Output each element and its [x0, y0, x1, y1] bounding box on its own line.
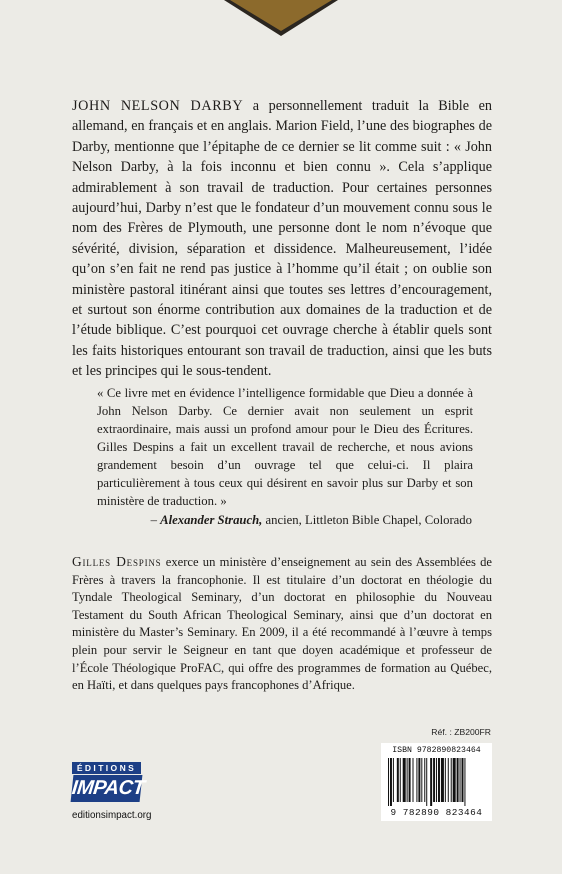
logo-impact-text: IMPACT: [71, 775, 143, 802]
logo-editions-text: ÉDITIONS: [72, 762, 141, 774]
barcode-bar: [451, 758, 452, 802]
barcode-bar: [400, 758, 401, 802]
attribution-role: ancien, Littleton Bible Chapel, Colorado: [262, 513, 472, 527]
barcode-bar: [403, 758, 406, 802]
barcode-bar: [457, 758, 459, 802]
barcode-bar: [393, 758, 394, 802]
summary-text: a personnellement traduit la Bible en allemand, en français et en anglais. Marion Field, l’une des biographes de Darby, mentionne que l’épitaphe de ce dernier se lit comme suit : « John Nelson Darby, à la fois inconnu et bien connu ». Cela s’applique admirablement à son travail de traduction. Pour certaines personnes aujourd’hui, Darby n’est que le fondateur d’un mouvement connu sous le nom des Frères de Plymouth, une personne dont le nom n’évoque que sévérité, division, séparation et dissidence. Malheureusement, l’idée qu’on s’en fait ne rend pas justice à l’homme qu’il était ; on oublie son ministère pastoral itinérant ainsi que toutes ses lettres d’encouragement, et surtout son énorme contribution aux domaines de la traduction et de l’étude biblique. C’est pourquoi cet ouvrage cherche à établir quels sont les faits historiques entourant son travail de traduction, ainsi que les buts et les principes qui le sous-tendent.: [72, 98, 492, 380]
barcode-bar: [433, 758, 435, 802]
barcode-bar: [397, 758, 399, 802]
barcode-bar: [430, 758, 432, 806]
author-name: Gilles Despins: [72, 554, 162, 569]
author-bio-text: exerce un ministère d’enseignement au sein des Assemblées de Frères à travers la francophonie. Il est titulaire d’un doctorat en théologie du Tyndale Theological Seminary, d’un doctorat en philosophie du Nouveau Testament du South African Theological Seminary, ainsi que d’un doctorat en ministère du Master’s Seminary. En 2009, il a été recommandé à l’œuvre à temps plein pour servir le Seigneur en tant que doyen académique et professeur de l’École Théologique ProFAC, qui offre des programmes de formation au Québec, en Haïti, et dans quelques pays francophones d’Afrique.: [72, 555, 492, 693]
reference-code: Réf. : ZB200FR: [431, 727, 491, 737]
endorsement-attribution: [0, 511, 472, 529]
barcode-bar: [390, 758, 392, 806]
barcode-bar: [426, 758, 427, 806]
isbn-digits: 9 782890 823464: [390, 807, 483, 818]
isbn-label: ISBN 9782890823464: [392, 746, 481, 755]
summary-lead: JOHN NELSON DARBY: [72, 98, 244, 114]
barcode-bar: [460, 758, 461, 802]
barcode-bar: [448, 758, 449, 802]
barcode-bar: [453, 758, 456, 802]
barcode-bar: [407, 758, 408, 802]
publisher-website: editionsimpact.org: [72, 810, 152, 821]
chevron-ornament: [230, 0, 332, 31]
barcode-bar: [424, 758, 425, 802]
summary-paragraph: [72, 96, 492, 382]
barcode-bar: [418, 758, 420, 802]
barcode-bar: [441, 758, 444, 802]
barcode-bar: [413, 758, 414, 802]
barcode-bar: [445, 758, 446, 802]
endorsement-quote: « Ce livre met en évidence l’intelligence formidable que Dieu a donnée à John Nelson Darby. Ce dernier avait non seulement un esprit extraordinaire, mais aussi un profond amour pour le Dieu des Écritures. Gilles Despins a fait un excellent travail de recherche, et nous avions grandement besoin d’un ouvrage tel que celui-ci. Il plaira particulièrement à tous ceux qui désirent en savoir plus sur Darby et son ministère de traduction. »: [97, 386, 473, 508]
publisher-logo: [70, 762, 146, 802]
barcode-bar: [436, 758, 437, 802]
barcode-bar: [416, 758, 417, 802]
attribution-dash: –: [150, 513, 161, 527]
isbn-barcode: [381, 743, 492, 821]
barcode-bar: [462, 758, 464, 802]
attribution-name: Alexander Strauch,: [160, 513, 263, 527]
barcode-bar: [438, 758, 440, 802]
author-bio: [72, 553, 492, 695]
barcode-bar: [421, 758, 422, 802]
barcode-bars: [388, 758, 485, 806]
barcode-bar: [409, 758, 411, 802]
barcode-bar: [464, 758, 465, 806]
barcode-bar: [388, 758, 389, 806]
